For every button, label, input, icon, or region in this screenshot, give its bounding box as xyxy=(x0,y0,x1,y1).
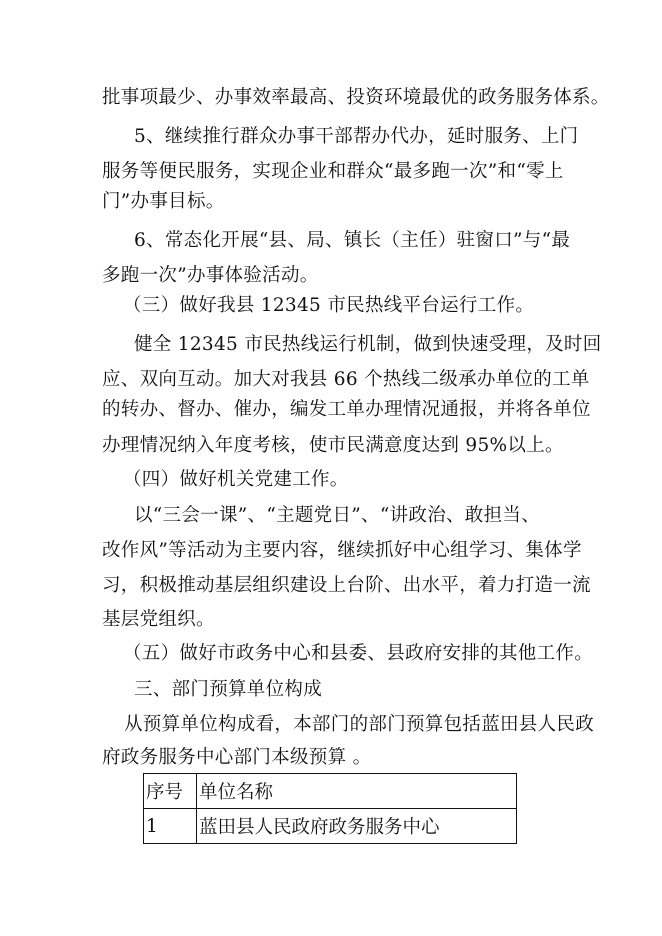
paragraph-line: 办理情况纳入年度考核，使市民满意度达到 95%以上。 xyxy=(102,435,564,456)
paragraph-line: 以“三会一课”、“主题党日”、“讲政治、敢担当、 xyxy=(134,505,540,526)
paragraph-line: 府政务服务中心部门本级预算 。 xyxy=(102,747,372,768)
paragraph-line: 改作风”等活动为主要内容，继续抓好中心组学习、集体学 xyxy=(102,540,582,561)
budget-unit-table xyxy=(143,773,517,844)
table-cell: 蓝田县人民政府政务服务中心 xyxy=(197,809,517,844)
section-heading: （五）做好市政务中心和县委、县政府安排的其他工作。 xyxy=(123,643,594,664)
paragraph-line: 应、双向互动。加大对我县 66 个热线二级承办单位的工单 xyxy=(102,369,590,390)
paragraph-line: 习，积极推动基层组织建设上台阶、出水平，着力打造一流 xyxy=(102,575,591,596)
paragraph-line: 5、继续推行群众办事干部帮办代办，延时服务、上门 xyxy=(134,126,579,147)
paragraph-line: 基层党组织。 xyxy=(102,609,215,630)
table-row xyxy=(144,809,517,844)
paragraph-line: 的转办、督办、催办，编发工单办理情况通报，并将各单位 xyxy=(102,399,591,420)
paragraph-line: 6、常态化开展“县、局、镇长（主任）驻窗口”与“最 xyxy=(134,230,571,251)
paragraph-line: 门”办事目标。 xyxy=(102,191,225,212)
table-cell: 1 xyxy=(144,809,197,844)
section-heading: （三）做好我县 12345 市民热线平台运行工作。 xyxy=(123,295,535,316)
paragraph-line: 批事项最少、办事效率最高、投资环境最优的政务服务体系。 xyxy=(102,87,610,108)
table-header-row xyxy=(144,774,517,809)
paragraph-line: 健全 12345 市民热线运行机制，做到快速受理，及时回 xyxy=(134,334,602,355)
paragraph-line: 多跑一次”办事体验活动。 xyxy=(102,265,319,286)
table-header-cell: 单位名称 xyxy=(197,774,517,809)
section-heading: 三、部门预算单位构成 xyxy=(134,679,323,700)
section-heading: （四）做好机关党建工作。 xyxy=(123,469,349,490)
table-header-cell: 序号 xyxy=(144,774,197,809)
paragraph-line: 从预算单位构成看，本部门的部门预算包括蓝田县人民政 xyxy=(124,714,595,735)
paragraph-line: 服务等便民服务，实现企业和群众“最多跑一次”和“零上 xyxy=(102,161,564,182)
